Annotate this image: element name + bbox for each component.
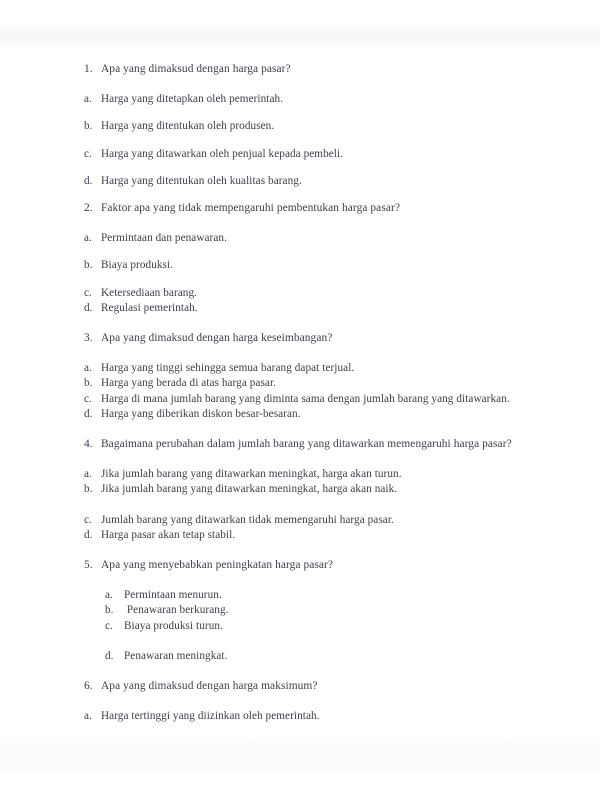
question-3 — [84, 331, 528, 346]
option-marker: c. — [84, 392, 92, 405]
option-text: Ketersediaan barang. — [101, 286, 198, 299]
option-text: Permintaan dan penawaran. — [101, 232, 227, 245]
question-number: 5. — [84, 559, 93, 572]
question-5-option-c[interactable] — [84, 619, 528, 634]
question-5-option-a[interactable] — [84, 588, 528, 603]
option-marker: d. — [84, 528, 93, 541]
question-3-option-d[interactable] — [84, 407, 528, 422]
question-1-option-c[interactable] — [84, 147, 528, 162]
question-number: 6. — [84, 680, 93, 693]
question-5 — [84, 558, 528, 573]
question-text: Apa yang dimaksud dengan harga keseimbangan? — [101, 332, 333, 345]
option-marker: b. — [84, 120, 93, 133]
question-text: Bagaimana perubahan dalam jumlah barang yang ditawarkan memengaruhi harga pasar? — [101, 438, 512, 451]
option-marker: b. — [84, 483, 93, 496]
question-6-option-a[interactable] — [84, 709, 528, 724]
option-marker: c. — [105, 619, 113, 632]
question-4 — [84, 437, 528, 452]
question-number: 1. — [84, 63, 93, 75]
question-4-option-a[interactable] — [84, 467, 528, 482]
option-text: Harga yang diberikan diskon besar-besaran. — [101, 407, 301, 420]
option-marker: c. — [84, 286, 92, 299]
question-5-option-d[interactable] — [84, 649, 528, 664]
question-1-option-a[interactable] — [84, 92, 528, 107]
option-text: Permintaan menurun. — [124, 589, 222, 602]
option-text: Harga yang ditentukan oleh produsen. — [101, 120, 275, 133]
question-number: 3. — [84, 332, 93, 345]
question-1 — [84, 62, 528, 77]
option-marker: d. — [105, 649, 114, 662]
question-4-option-c[interactable] — [84, 513, 528, 528]
question-2-option-c[interactable] — [84, 286, 528, 301]
option-marker: a. — [84, 362, 92, 375]
option-marker: d. — [84, 174, 93, 187]
option-marker: b. — [84, 377, 93, 390]
question-2-option-d[interactable] — [84, 301, 528, 316]
option-text: Jika jumlah barang yang ditawarkan meningkat, harga akan naik. — [101, 483, 398, 496]
option-text: Harga yang ditetapkan oleh pemerintah. — [101, 93, 284, 106]
question-6 — [84, 679, 528, 694]
option-text: Harga pasar akan tetap stabil. — [101, 528, 236, 541]
option-text: Harga yang ditawarkan oleh penjual kepada pembeli. — [101, 147, 344, 160]
option-marker: a. — [84, 468, 92, 481]
option-marker: a. — [84, 93, 92, 106]
scan-artifact-bottom — [0, 735, 600, 775]
option-marker: a. — [105, 589, 113, 602]
question-text: Faktor apa yang tidak mempengaruhi pembentukan harga pasar? — [101, 202, 400, 215]
question-number: 4. — [84, 438, 93, 451]
question-3-option-b[interactable] — [84, 376, 528, 391]
question-text: Apa yang menyebabkan peningkatan harga pasar? — [101, 559, 334, 572]
option-text: Harga yang tinggi sehingga semua barang dapat terjual. — [101, 362, 355, 375]
option-text: Jumlah barang yang ditawarkan tidak memengaruhi harga pasar. — [101, 513, 394, 526]
option-text: Penawaran berkurang. — [124, 604, 229, 617]
option-text: Harga tertinggi yang diizinkan oleh pemerintah. — [101, 710, 320, 723]
question-2 — [84, 201, 528, 216]
question-2-option-a[interactable] — [84, 231, 528, 246]
option-text: Biaya produksi. — [101, 259, 174, 272]
question-1-option-d[interactable] — [84, 174, 528, 189]
option-marker: d. — [84, 301, 93, 314]
option-text: Harga di mana jumlah barang yang diminta sama dengan jumlah barang yang ditawarkan. — [101, 392, 510, 405]
question-1-option-b[interactable] — [84, 119, 528, 134]
question-4-option-d[interactable] — [84, 528, 528, 543]
option-marker: b. — [84, 259, 93, 272]
question-3-option-c[interactable] — [84, 392, 528, 407]
question-text: Apa yang dimaksud dengan harga pasar? — [101, 63, 291, 75]
option-text: Harga yang ditentukan oleh kualitas barang. — [101, 174, 302, 187]
question-text: Apa yang dimaksud dengan harga maksimum? — [101, 680, 318, 693]
option-text: Harga yang berada di atas harga pasar. — [101, 377, 277, 390]
option-text: Penawaran meningkat. — [124, 649, 228, 662]
question-4-option-b[interactable] — [84, 482, 528, 497]
option-text: Biaya produksi turun. — [124, 619, 223, 632]
option-marker: a. — [84, 710, 92, 723]
option-marker: a. — [84, 232, 92, 245]
option-marker: c. — [84, 147, 92, 160]
option-text: Regulasi pemerintah. — [101, 301, 198, 314]
question-5-option-b[interactable] — [84, 603, 528, 618]
question-3-option-a[interactable] — [84, 361, 528, 376]
option-marker: b. — [105, 604, 114, 617]
question-2-option-b[interactable] — [84, 258, 528, 273]
option-marker: d. — [84, 407, 93, 420]
question-number: 2. — [84, 202, 93, 215]
option-text: Jika jumlah barang yang ditawarkan meningkat, harga akan turun. — [101, 468, 402, 481]
option-marker: c. — [84, 513, 92, 526]
